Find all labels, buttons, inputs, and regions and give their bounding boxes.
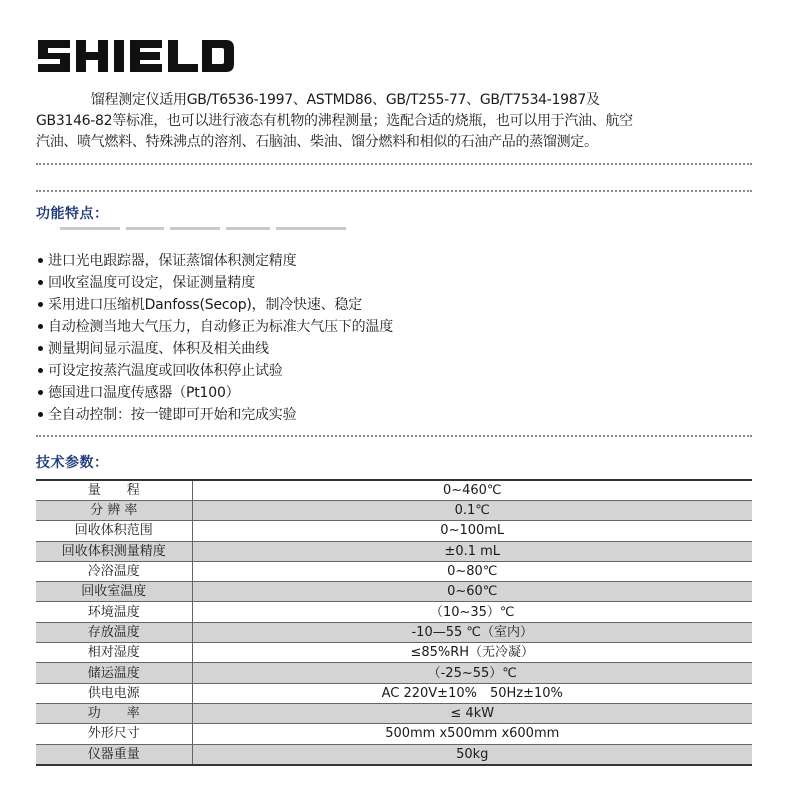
intro-line: 馏程测定仪适用GB/T6536-1997、ASTMD86、GB/T255-77、GB/T7534-1987及: [36, 92, 600, 108]
feature-item: [36, 360, 393, 382]
intro-paragraph: [36, 90, 760, 153]
table-row: [36, 683, 752, 703]
spec-value: -10—55 ℃（室内）: [411, 624, 533, 640]
intro-line: GB3146-82等标准，也可以进行液态有机物的沸程测量；选配合适的烧瓶，也可以用于汽油、航空: [36, 113, 633, 129]
spec-label: 仪器重量: [36, 744, 192, 765]
spec-value: （10~35）℃: [429, 604, 515, 620]
spec-value: ±0.1 mL: [444, 543, 501, 559]
brand-logo: [36, 38, 236, 76]
table-row: [36, 521, 752, 541]
table-row: [36, 744, 752, 765]
spec-label: 功 率: [36, 703, 192, 723]
spec-label: 分 辨 率: [36, 501, 192, 521]
dotted-divider: [36, 435, 752, 437]
spec-label: 回收体积范围: [36, 521, 192, 541]
feature-text: 采用进口压缩机Danfoss(Secop)，制冷快速、稳定: [48, 297, 363, 313]
feature-item: [36, 250, 393, 272]
feature-item: [36, 382, 393, 404]
feature-item: [36, 404, 393, 426]
table-row: [36, 501, 752, 521]
table-row: [36, 724, 752, 744]
spec-label: 外形尺寸: [36, 724, 192, 744]
bullet-icon: [38, 412, 43, 417]
feature-item: [36, 294, 393, 316]
table-row: [36, 582, 752, 602]
feature-item: [36, 272, 393, 294]
table-row: [36, 541, 752, 561]
spec-value: ≤85%RH（无冷凝）: [410, 645, 535, 661]
dotted-divider: [36, 190, 752, 192]
spec-value: 0~100mL: [440, 523, 505, 539]
feature-text: 可设定按蒸汽温度或回收体积停止试验: [48, 363, 283, 379]
table-row: [36, 622, 752, 642]
spec-value: 500mm x500mm x600mm: [385, 726, 560, 742]
feature-text: 进口光电跟踪器，保证蒸馏体积测定精度: [48, 253, 297, 269]
spec-value: 50kg: [456, 746, 489, 762]
feature-text: 全自动控制：按一键即可开始和完成实验: [48, 407, 297, 423]
feature-text: 自动检测当地大气压力，自动修正为标准大气压下的温度: [48, 319, 393, 335]
bullet-icon: [38, 280, 43, 285]
features-heading: 功能特点：: [36, 206, 109, 222]
bullet-icon: [38, 390, 43, 395]
spec-label: 回收体积测量精度: [36, 541, 192, 561]
table-row: [36, 643, 752, 663]
spec-label: 供电电源: [36, 683, 192, 703]
feature-item: [36, 316, 393, 338]
bullet-icon: [38, 302, 43, 307]
dotted-divider: [36, 163, 752, 165]
feature-text: 测量期间显示温度、体积及相关曲线: [48, 341, 269, 357]
spec-value: 0~460℃: [442, 483, 502, 498]
spec-value: ≤ 4kW: [450, 706, 495, 722]
spec-value: 0~80℃: [447, 564, 498, 580]
bullet-icon: [38, 258, 43, 263]
spec-value: 0.1℃: [454, 503, 490, 519]
spec-label: 储运温度: [36, 663, 192, 683]
table-row: [36, 561, 752, 581]
table-row: [36, 480, 752, 501]
spec-label: 相对湿度: [36, 643, 192, 663]
spec-label: 冷浴温度: [36, 561, 192, 581]
spec-label: 环境温度: [36, 602, 192, 622]
feature-item: [36, 338, 393, 360]
spec-value: 0~60℃: [447, 584, 498, 600]
feature-list: [36, 250, 393, 426]
intro-line: 汽油、喷气燃料、特殊沸点的溶剂、石脑油、柴油、馏分燃料和相似的石油产品的蒸馏测定。: [36, 134, 598, 150]
bullet-icon: [38, 346, 43, 351]
spec-value: AC 220V±10% 50Hz±10%: [381, 685, 563, 701]
spec-label: 回收室温度: [36, 582, 192, 602]
feature-text: 德国进口温度传感器（Pt100）: [48, 385, 240, 401]
spec-table: [36, 479, 752, 766]
table-row: [36, 703, 752, 723]
table-row: [36, 663, 752, 683]
bullet-icon: [38, 368, 43, 373]
feature-text: 回收室温度可设定，保证测量精度: [48, 275, 255, 291]
faded-text-artifact: [60, 227, 380, 233]
specs-heading: 技术参数：: [36, 455, 109, 471]
table-row: [36, 602, 752, 622]
bullet-icon: [38, 324, 43, 329]
spec-value: （-25~55）℃: [427, 665, 517, 681]
spec-label: 量 程: [36, 480, 192, 501]
spec-label: 存放温度: [36, 622, 192, 642]
